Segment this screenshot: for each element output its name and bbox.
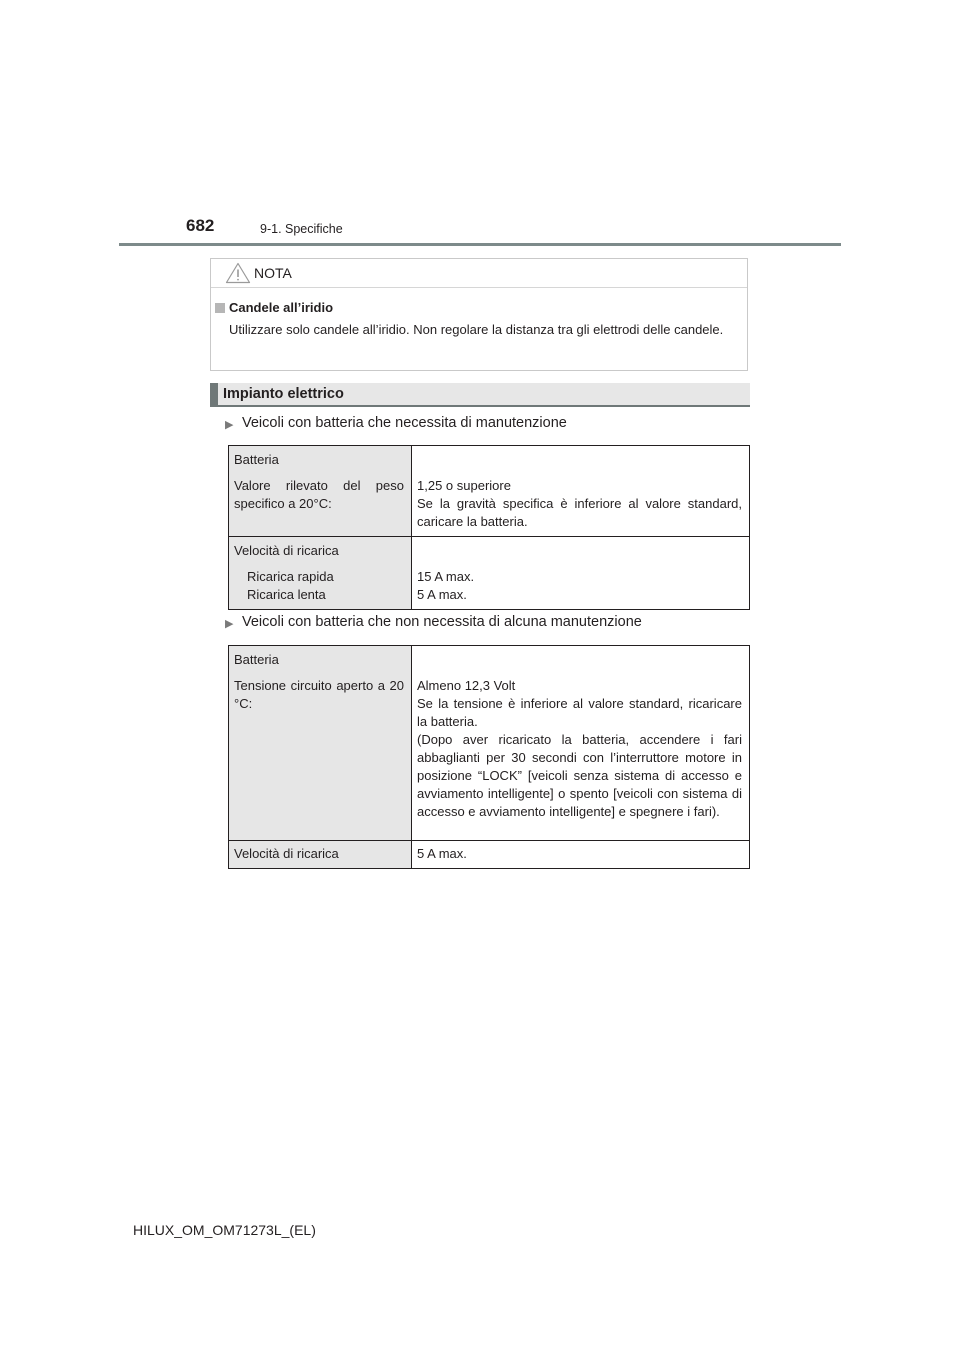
table-cell-label: Tensione circuito aperto a 20 °C: — [234, 678, 404, 711]
table-cell-note: (Dopo aver ricaricato la batteria, accendere i fari abbaglianti per 30 secondi con l’interruttore motore in posizione “LOCK” [veicoli senza sistema di accesso e avviamento intelligente] o spento [veicoli con sistema di accesso e avviamento intelligente] e spegnere i fari). — [417, 732, 742, 819]
notice-label: NOTA — [254, 265, 292, 281]
table-cell-label: Ricarica lenta — [247, 587, 326, 602]
table-row — [229, 841, 750, 869]
document-code: HILUX_OM_OM71273L_(EL) — [133, 1222, 316, 1238]
section-title: Impianto elettrico — [223, 386, 344, 402]
page-number: 682 — [186, 216, 215, 235]
table-cell-note: Se la gravità specifica è inferiore al valore standard, caricare la batteria. — [417, 496, 742, 529]
notice-subtitle: Candele all’iridio — [229, 300, 334, 315]
notice-box — [210, 258, 748, 371]
notice-header — [211, 259, 747, 288]
table-row — [229, 646, 750, 841]
section-reference: 9-1. Specifiche — [260, 222, 343, 236]
warning-triangle-icon — [225, 262, 251, 284]
table-row — [229, 446, 750, 537]
square-bullet-icon — [215, 303, 225, 313]
table-cell-value: Almeno 12,3 Volt — [417, 678, 516, 693]
battery-spec-table-maintenance — [228, 445, 750, 610]
table-cell-note: Se la tensione è inferiore al valore standard, ricaricare la batteria. — [417, 696, 742, 729]
table-cell-value: 5 A max. — [417, 587, 467, 602]
notice-body: Utilizzare solo candele all’iridio. Non regolare la distanza tra gli elettrodi delle candele. — [229, 322, 724, 337]
table-row-heading: Velocità di ricarica — [234, 846, 339, 861]
battery-spec-table-maintenance-free — [228, 645, 750, 869]
section-accent-bar — [210, 383, 218, 407]
table-cell-value: 15 A max. — [417, 569, 475, 584]
header-rule — [119, 243, 841, 246]
table-cell-label: Valore rilevato del peso specifico a 20°C: — [234, 478, 404, 511]
table-row-heading: Batteria — [234, 452, 279, 467]
table-cell-label: Ricarica rapida — [247, 569, 334, 584]
table-cell-value: 1,25 o superiore — [417, 478, 511, 493]
table-row-heading: Batteria — [234, 652, 279, 667]
case-heading-maintenance-free: Veicoli con batteria che non necessita di alcuna manutenzione — [242, 614, 642, 630]
table-cell-value: 5 A max. — [417, 846, 467, 861]
section-underline — [210, 405, 750, 407]
case-heading-maintenance: Veicoli con batteria che necessita di manutenzione — [242, 415, 567, 431]
triangle-bullet-icon: ▶ — [225, 419, 234, 431]
table-row-heading: Velocità di ricarica — [234, 543, 339, 558]
table-row — [229, 537, 750, 610]
triangle-bullet-icon: ▶ — [225, 618, 234, 630]
